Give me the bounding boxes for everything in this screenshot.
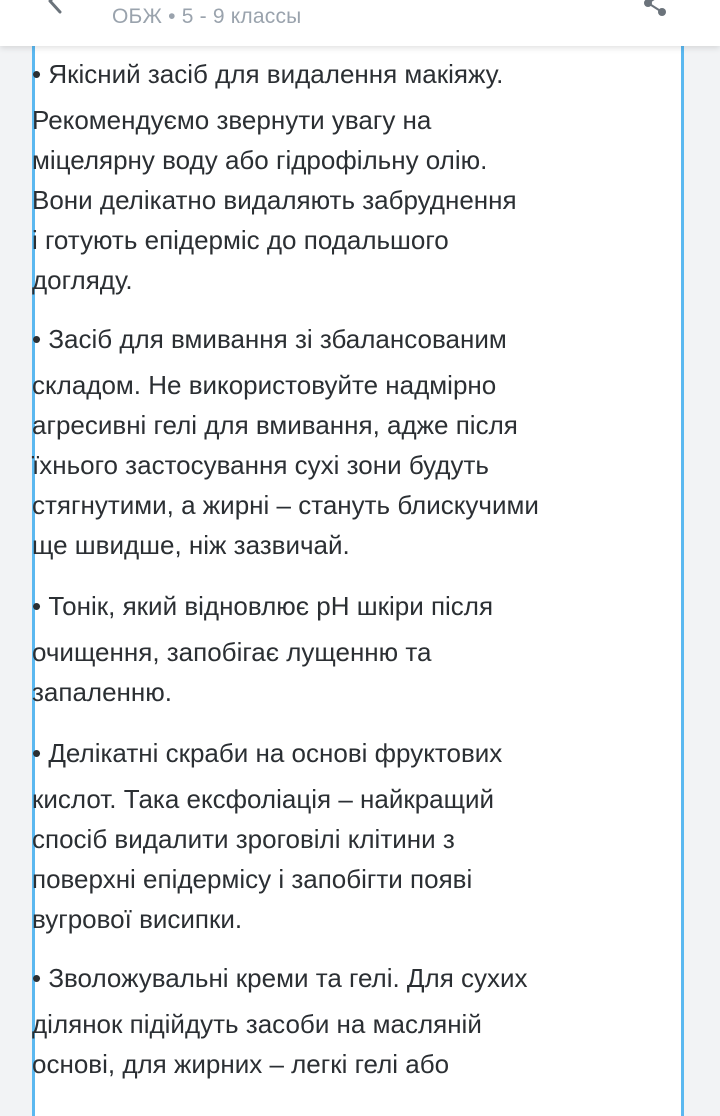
paragraph-line: • Делікатні скраби на основі фруктових [32,738,503,768]
paragraph-line: поверхні епідермісу і запобігти появі [32,864,473,894]
paragraph-line: • Засіб для вмивання зі збалансованим [32,324,507,354]
subject-label: ОБЖ • 5 - 9 классы [112,5,302,28]
paragraph-line: • Тонік, який відновлює pH шкіри після [32,591,494,621]
paragraph-line: запаленню. [32,677,172,707]
share-button[interactable] [640,0,670,18]
answer-paragraph [32,958,672,1084]
paragraph-line: • Зволожувальні креми та гелі. Для сухих [32,963,528,993]
answer-paragraph [32,586,672,712]
top-bar [0,0,720,46]
paragraph-line: основі, для жирних – легкі гелі або [32,1049,450,1079]
paragraph-line: і готують епідерміс до подальшого [32,225,449,255]
paragraph-line: очищення, запобігає лущенню та [32,637,432,667]
paragraph-line: Рекомендуємо звернути увагу на [32,105,432,135]
paragraph-line: ділянок підійдуть засоби на масляній [32,1009,482,1039]
paragraph-line: догляду. [32,265,133,295]
paragraph-line: Вони делікатно видаляють забруднення [32,185,517,215]
share-icon [640,0,670,18]
paragraph-line: спосіб видалити зроговілі клітини з [32,824,455,854]
paragraph-line: міцелярну воду або гідрофільну олію. [32,145,488,175]
paragraph-line: складом. Не використовуйте надмірно [32,370,497,400]
chevron-left-icon [40,0,70,16]
answer-paragraph [32,733,672,939]
paragraph-line: вугрової висипки. [32,904,243,934]
paragraph-line: • Якісний засіб для видалення макіяжу. [32,59,504,89]
paragraph-line: стягнутими, а жирні – стануть блискучими [32,490,539,520]
answer-paragraph [32,54,672,300]
paragraph-line: їхнього застосування сухі зони будуть [32,450,489,480]
back-button[interactable] [40,0,70,16]
paragraph-line: ще швидше, ніж зазвичай. [32,530,350,560]
answer-paragraph [32,319,672,565]
paragraph-line: кислот. Така ексфоліація – найкращий [32,784,495,814]
paragraph-line: агресивні гелі для вмивання, адже після [32,410,518,440]
